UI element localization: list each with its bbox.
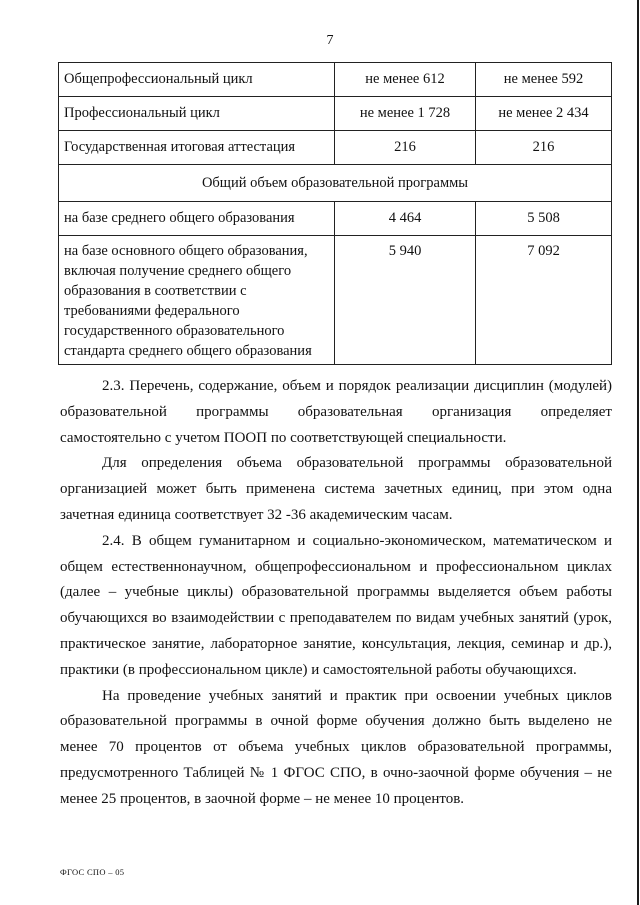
- table-cell-value-2: не менее 2 434: [476, 97, 612, 131]
- table-cell-value-2: 7 092: [476, 236, 612, 365]
- hours-table: [58, 62, 612, 365]
- table-row: [59, 63, 612, 97]
- footer-code: ФГОС СПО – 05: [60, 867, 125, 877]
- table-cell-name: на базе среднего общего образования: [59, 202, 335, 236]
- table-cell-value-1: не менее 1 728: [335, 97, 476, 131]
- table-cell-value-2: не менее 592: [476, 63, 612, 97]
- table-cell-value-2: 5 508: [476, 202, 612, 236]
- table-cell-value-1: 5 940: [335, 236, 476, 365]
- table-cell-name: на базе основного общего образования, включая получение среднего общего образования в соответствии с требованиями федерального государственного образовательного стандарта среднего общего образования: [59, 236, 335, 365]
- table-row: [59, 131, 612, 165]
- table-cell-value-1: не менее 612: [335, 63, 476, 97]
- page-number: 7: [326, 33, 334, 48]
- table-row: [59, 97, 612, 131]
- table-cell-value-1: 4 464: [335, 202, 476, 236]
- paragraph-2-4: 2.4. В общем гуманитарном и социально-экономическом, математическом и общем естественнонаучном, общепрофессиональном и профессиональном циклах (далее – учебные циклы) образовательной программы выделяется объем работы обучающихся во взаимодействии с преподавателем по видам учебных занятий (урок, практическое занятие, лабораторное занятие, консультация, лекция, семинар и др.), практики (в профессиональном цикле) и самостоятельной работы обучающихся.: [60, 532, 612, 678]
- page-edge-line: [637, 0, 639, 905]
- table-section-heading: Общий объем образовательной программы: [59, 165, 612, 202]
- paragraph-practice-share: На проведение учебных занятий и практик при освоении учебных циклов образовательной программы в очной форме обучения должно быть выделено не менее 70 процентов от объема учебных циклов образовательной программы, предусмотренного Таблицей № 1 ФГОС СПО, в очно-заочной форме обучения – не менее 25 процентов, в заочной форме – не менее 10 процентов.: [60, 687, 612, 807]
- table-cell-name: Общепрофессиональный цикл: [59, 63, 335, 97]
- table-cell-value-2: 216: [476, 131, 612, 165]
- table-section-row: [59, 165, 612, 202]
- paragraph-credit-units: Для определения объема образовательной программы образовательной организацией может быть применена система зачетных единиц, при этом одна зачетная единица соответствует 32 -36 академическим часам.: [60, 455, 612, 523]
- table-cell-value-1: 216: [335, 131, 476, 165]
- table-cell-name: Государственная итоговая аттестация: [59, 131, 335, 165]
- table-cell-name: Профессиональный цикл: [59, 97, 335, 131]
- body-text: [60, 374, 612, 813]
- table-row: [59, 236, 612, 365]
- table-row: [59, 202, 612, 236]
- paragraph-2-3: 2.3. Перечень, содержание, объем и порядок реализации дисциплин (модулей) образовательной программы образовательная организация определяет самостоятельно с учетом ПООП по соответствующей специальности.: [60, 378, 612, 446]
